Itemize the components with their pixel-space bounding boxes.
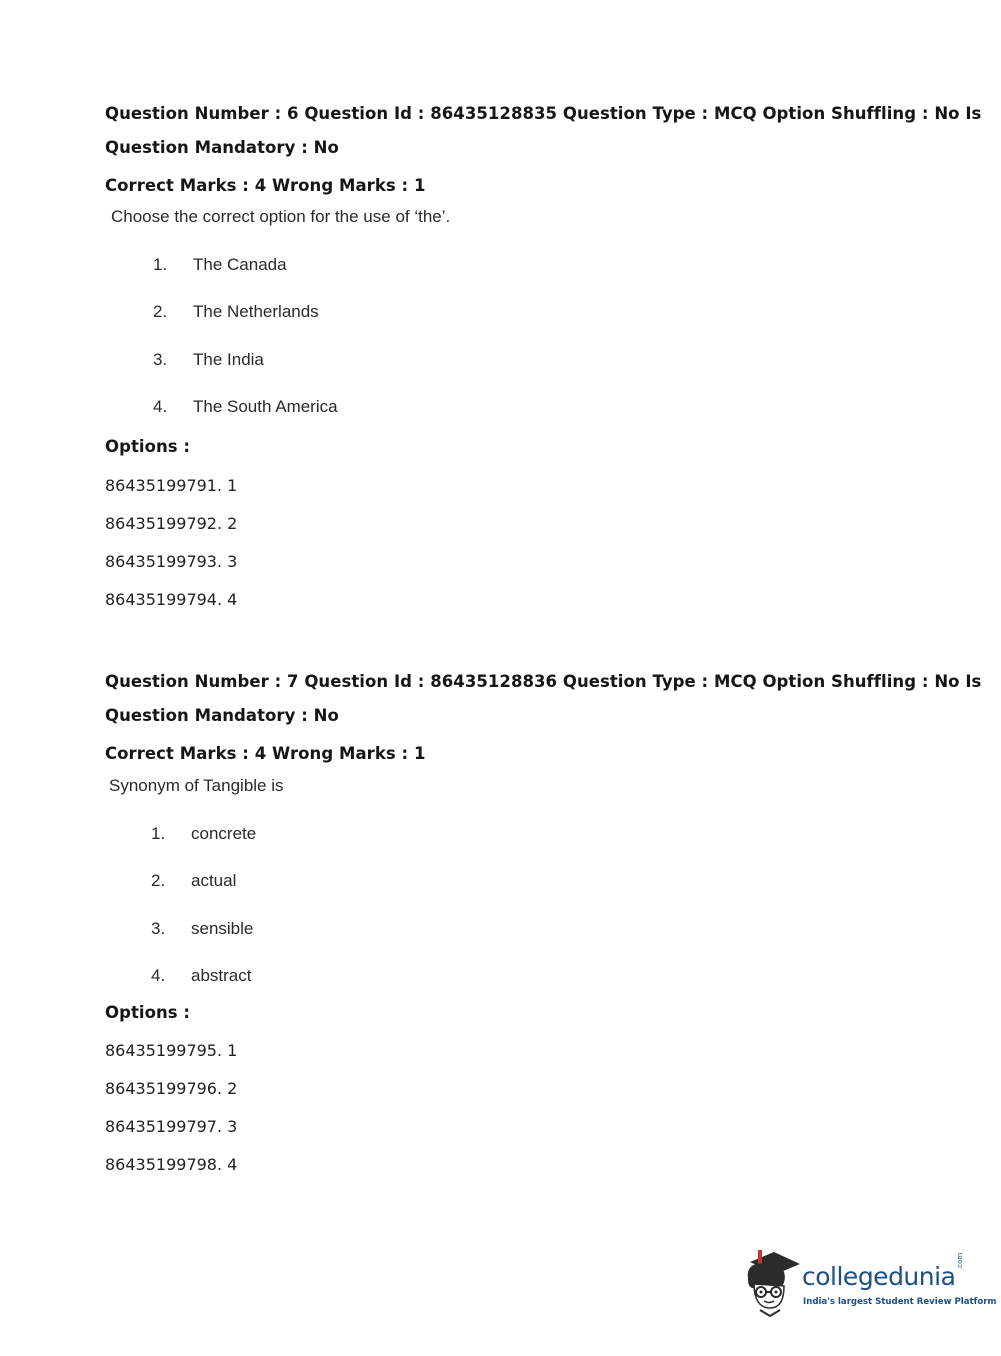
- question-marks: Correct Marks : 4 Wrong Marks : 1: [105, 176, 426, 195]
- option-id: 86435199795. 1: [105, 1041, 238, 1060]
- choice-number: 3.: [153, 350, 168, 369]
- question-header-line2: Question Mandatory : No: [105, 706, 339, 725]
- question-text: Choose the correct option for the use of ‘the’.: [111, 207, 451, 226]
- option-id: 86435199793. 3: [105, 552, 238, 571]
- option-id: 86435199794. 4: [105, 590, 238, 609]
- choice-number: 2.: [151, 871, 166, 890]
- choice-text: actual: [191, 871, 237, 890]
- logo-tagline: India's largest Student Review Platform: [803, 1297, 997, 1307]
- options-label: Options :: [105, 1003, 191, 1022]
- collegedunia-logo: [742, 1248, 997, 1320]
- logo-suffix: .com: [956, 1252, 964, 1270]
- option-id: 86435199792. 2: [105, 514, 238, 533]
- choice-text: The Canada: [193, 255, 287, 274]
- mascot-icon: [742, 1248, 802, 1320]
- choice-number: 4.: [151, 966, 166, 985]
- choice-number: 1.: [153, 255, 168, 274]
- option-id: 86435199798. 4: [105, 1155, 238, 1174]
- options-label: Options :: [105, 437, 191, 456]
- question-marks: Correct Marks : 4 Wrong Marks : 1: [105, 744, 426, 763]
- choice-text: The India: [193, 350, 264, 369]
- choice-text: sensible: [191, 919, 254, 938]
- option-id: 86435199797. 3: [105, 1117, 238, 1136]
- choice-text: abstract: [191, 966, 252, 985]
- choice-number: 3.: [151, 919, 166, 938]
- choice-number: 4.: [153, 397, 168, 416]
- question-header-line1: Question Number : 6 Question Id : 86435128835 Question Type : MCQ Option Shuffling : No Is: [105, 104, 982, 123]
- choice-text: The South America: [193, 397, 338, 416]
- question-text: Synonym of Tangible is: [109, 776, 284, 795]
- question-header-line2: Question Mandatory : No: [105, 138, 339, 157]
- logo-brand: collegedunia: [802, 1262, 956, 1291]
- choice-text: concrete: [191, 824, 257, 843]
- choice-number: 1.: [151, 824, 166, 843]
- choice-text: The Netherlands: [193, 302, 319, 321]
- question-header-line1: Question Number : 7 Question Id : 86435128836 Question Type : MCQ Option Shuffling : No Is: [105, 672, 982, 691]
- option-id: 86435199796. 2: [105, 1079, 238, 1098]
- option-id: 86435199791. 1: [105, 476, 238, 495]
- choice-number: 2.: [153, 302, 168, 321]
